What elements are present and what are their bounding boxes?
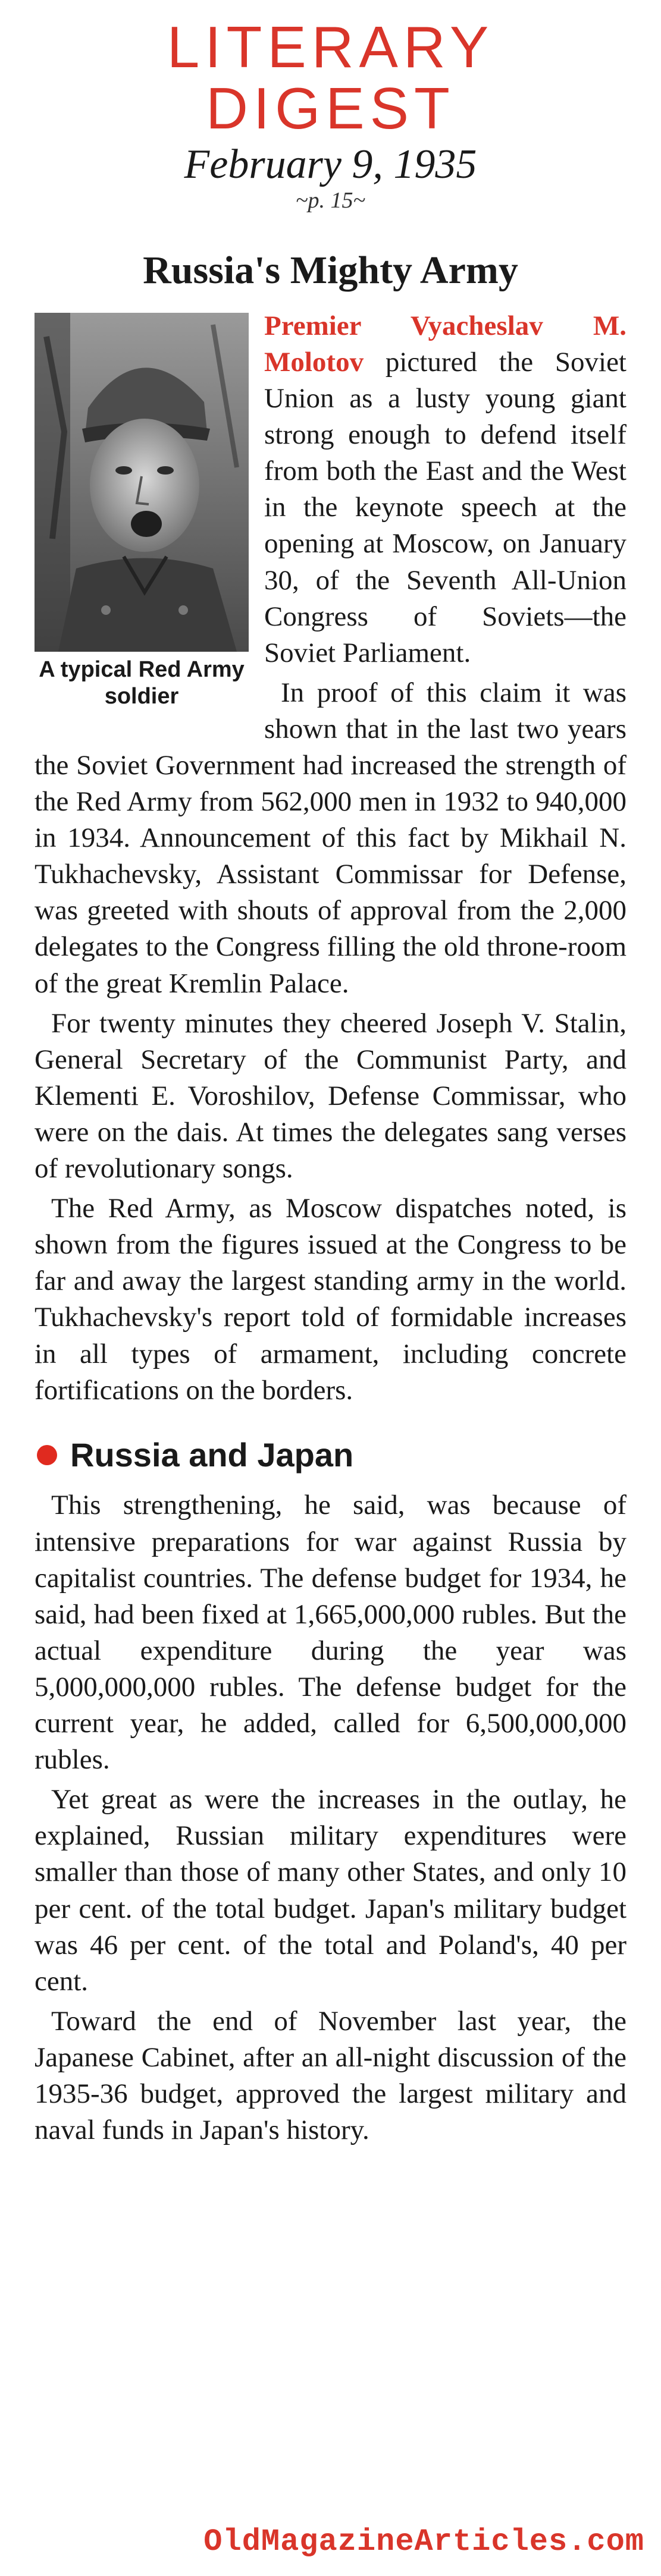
paragraph-3: For twenty minutes they cheered Joseph V. Stalin, General Secretary of the Communist Party, and Klementi E. Voroshilov, Defense Commissar, who were on the dais. At times the delegates sang verses of revolutionary songs. (35, 1007, 626, 1185)
paragraph-2: In proof of this claim it was shown that in the last two years the Soviet Government had increased the strength of the Red Army from 562,000 men in 1932 to 940,000 in 1934. Announcement of this fact by Mikhail N. Tukhachevsky, Assistant Commissar for Defense, was greeted with shouts of approval from the 2,000 delegates to the Congress filling the old throne-room of the great Kremlin Palace. (35, 677, 626, 999)
lead-words: Premier Vyacheslav M. Molotov (264, 310, 626, 378)
paragraph-1-text: pictured the Soviet Union as a lusty young giant strong enough to defend itself from both the East and the West in the keynote speech at the opening at Moscow, on January 30, of the Seventh All-Union Congress of Soviets—the Soviet Parliament. (264, 346, 626, 668)
soldier-photo (35, 313, 249, 652)
paragraph-7: Toward the end of November last year, the Japanese Cabinet, after an all-night discussion of the 1935-36 budget, approved the largest military and naval funds in Japan's history. (35, 2005, 626, 2146)
photo-figure (35, 313, 249, 711)
paragraph-4: The Red Army, as Moscow dispatches noted, is shown from the figures issued at the Congress to be far and away the largest standing army in the world. Tukhachevsky's report told of formidable increases in all types of armament, including concrete fortifications on the borders. (35, 1193, 626, 1406)
article-headline: Russia's Mighty Army (143, 249, 518, 293)
page-reference: ~p. 15~ (295, 188, 366, 213)
paragraph-5: This strengthening, he said, was because of intensive preparations for war against Russia by capitalist countries. The defense budget for 1934, he said, had been fixed at 1,665,000,000 rubles. But the actual expenditure during the year was 5,000,000,000 rubles. The defense budget for the current year, he added, called for 6,500,000,000 rubles. (35, 1490, 626, 1776)
source-watermark[interactable]: OldMagazineArticles.com (203, 2524, 644, 2559)
subhead-text: Russia and Japan (70, 1435, 354, 1474)
photo-caption: A typical Red Army soldier (39, 656, 245, 709)
paragraph-6: Yet great as were the increases in the outlay, he explained, Russian military expenditures were smaller than those of many other States, and only 10 per cent. of the total budget. Japan's military budget was 46 per cent. of the total and Poland's, 40 per cent. (35, 1784, 626, 1997)
article-body (35, 308, 626, 2148)
red-bullet-icon (37, 1445, 57, 1465)
section-subhead (35, 1434, 626, 1477)
masthead: LITERARY DIGEST (167, 14, 494, 141)
issue-date: February 9, 1935 (184, 141, 477, 187)
